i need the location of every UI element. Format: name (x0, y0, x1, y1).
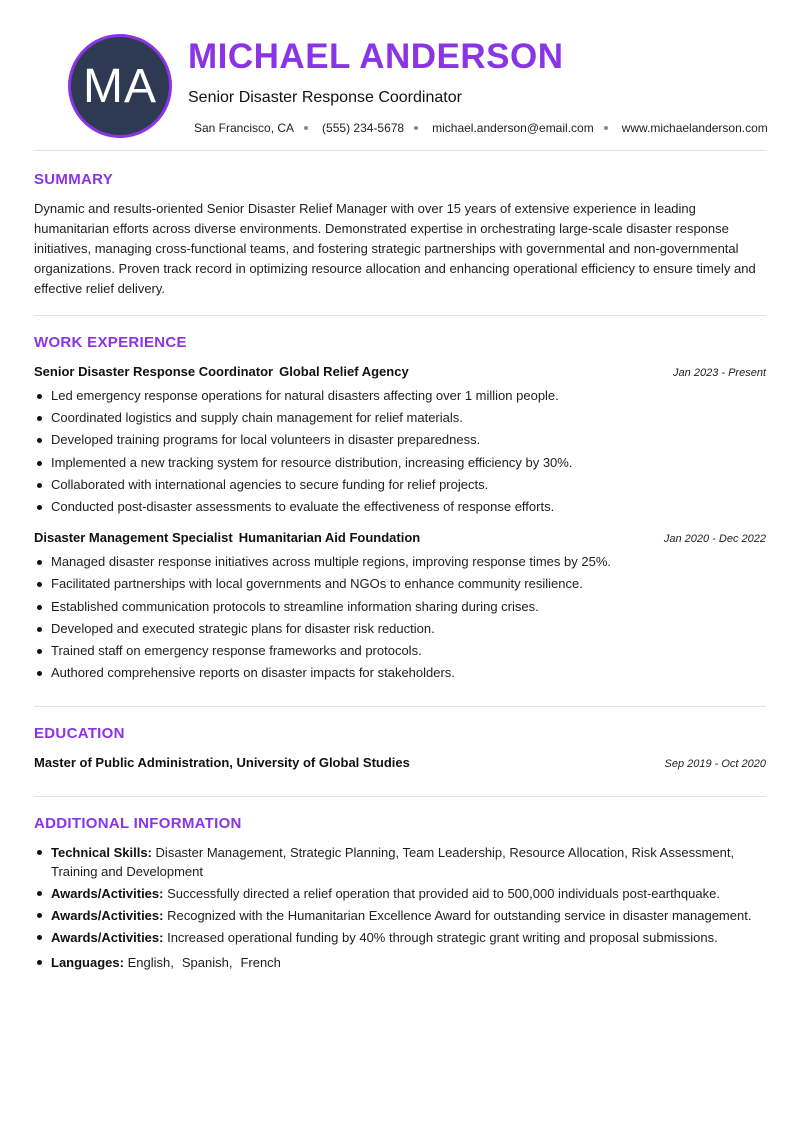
language-item: Spanish, (181, 955, 233, 971)
info-label: Technical Skills: (51, 845, 152, 861)
info-text: Disaster Management, Strategic Planning, Team Leadership, Resource Allocation, Risk Assessment, Training and Development (51, 845, 735, 880)
list-item (34, 953, 766, 972)
contact-website[interactable]: www.michaelanderson.com (621, 121, 768, 135)
list-item: Developed training programs for local volunteers in disaster preparedness. (34, 429, 766, 451)
job-entry (34, 530, 766, 684)
list-item: Developed and executed strategic plans for disaster risk reduction. (34, 618, 766, 640)
summary-heading: SUMMARY (34, 171, 114, 188)
job-date: Jan 2023 - Present (673, 367, 766, 379)
separator-dot-icon (604, 126, 608, 130)
list-item: Facilitated partnerships with local governments and NGOs to enhance community resilience. (34, 573, 766, 595)
language-item: English, (127, 955, 174, 971)
additional-section (34, 797, 766, 972)
job-date: Jan 2020 - Dec 2022 (663, 533, 766, 546)
job-role (34, 364, 409, 379)
job-role-title: Senior Disaster Response Coordinator (34, 364, 274, 379)
list-item (34, 906, 766, 925)
info-label: Awards/Activities: (51, 908, 164, 924)
job-role-title: Disaster Management Specialist (34, 530, 233, 546)
list-item: Coordinated logistics and supply chain management for relief materials. (34, 407, 766, 429)
list-item: Established communication protocols to streamline information sharing during crises. (34, 596, 766, 618)
contact-email[interactable]: michael.anderson@email.com (432, 121, 594, 135)
list-item: Managed disaster response initiatives across multiple regions, improving response times by 25%. (34, 551, 766, 573)
additional-heading: ADDITIONAL INFORMATION (34, 815, 242, 833)
list-item: Authored comprehensive reports on disaster impacts for stakeholders. (34, 662, 766, 684)
job-header (34, 530, 766, 545)
list-item (34, 843, 766, 881)
info-text: Successfully directed a relief operation that provided aid to 500,000 individuals post-earthquake. (167, 886, 720, 902)
resume-header (34, 0, 766, 150)
languages-label: Languages: (51, 955, 124, 971)
avatar (68, 34, 172, 138)
job-entry (34, 364, 766, 518)
job-organization: Global Relief Agency (279, 364, 409, 379)
separator-dot-icon (304, 126, 308, 130)
education-entry (34, 755, 766, 770)
education-degree: Master of Public Administration, University of Global Studies (34, 755, 410, 771)
separator-dot-icon (414, 126, 418, 130)
summary-text: Dynamic and results-oriented Senior Disaster Relief Manager with over 15 years of extensive experience in leading humanitarian efforts across diverse environments. Demonstrated expertise in orchestrating large-scale disaster response initiatives, managing cross-functional teams, and fostering strategic partnerships with governmental and non-governmental organizations. Proven track record in optimizing resource allocation and enhancing operational efficiency to ensure timely and effective relief delivery. (34, 201, 756, 296)
candidate-title: Senior Disaster Response Coordinator (188, 89, 462, 106)
job-header (34, 364, 766, 379)
summary-section (34, 151, 766, 315)
contact-line (194, 121, 768, 135)
contact-location: San Francisco, CA (194, 121, 295, 135)
list-item: Trained staff on emergency response frameworks and protocols. (34, 640, 766, 662)
info-label: Awards/Activities: (51, 886, 164, 902)
job-role (34, 530, 420, 545)
education-heading: EDUCATION (34, 725, 125, 743)
education-date: Sep 2019 - Oct 2020 (664, 758, 766, 771)
experience-heading: WORK EXPERIENCE (34, 334, 187, 351)
job-bullets (34, 385, 766, 518)
info-text: Recognized with the Humanitarian Excellence Award for outstanding service in disaster management. (167, 908, 752, 924)
list-item: Implemented a new tracking system for resource distribution, increasing efficiency by 30%. (34, 452, 766, 474)
list-item (34, 928, 766, 947)
additional-list (34, 843, 766, 972)
candidate-name: MICHAEL ANDERSON (188, 37, 564, 76)
avatar-initials: MA (83, 59, 157, 113)
contact-phone: (555) 234-5678 (322, 121, 405, 135)
list-item: Led emergency response operations for natural disasters affecting over 1 million people. (34, 385, 766, 407)
job-bullets (34, 551, 766, 684)
info-label: Awards/Activities: (51, 930, 164, 946)
info-text: Increased operational funding by 40% through strategic grant writing and proposal submissions. (167, 930, 718, 946)
list-item: Conducted post-disaster assessments to evaluate the effectiveness of response efforts. (34, 496, 766, 518)
job-organization: Humanitarian Aid Foundation (238, 530, 421, 546)
experience-section (34, 316, 766, 706)
language-item: French (240, 955, 281, 971)
education-section (34, 707, 766, 796)
list-item: Collaborated with international agencies to secure funding for relief projects. (34, 474, 766, 496)
header-text (188, 36, 732, 108)
list-item (34, 884, 766, 903)
